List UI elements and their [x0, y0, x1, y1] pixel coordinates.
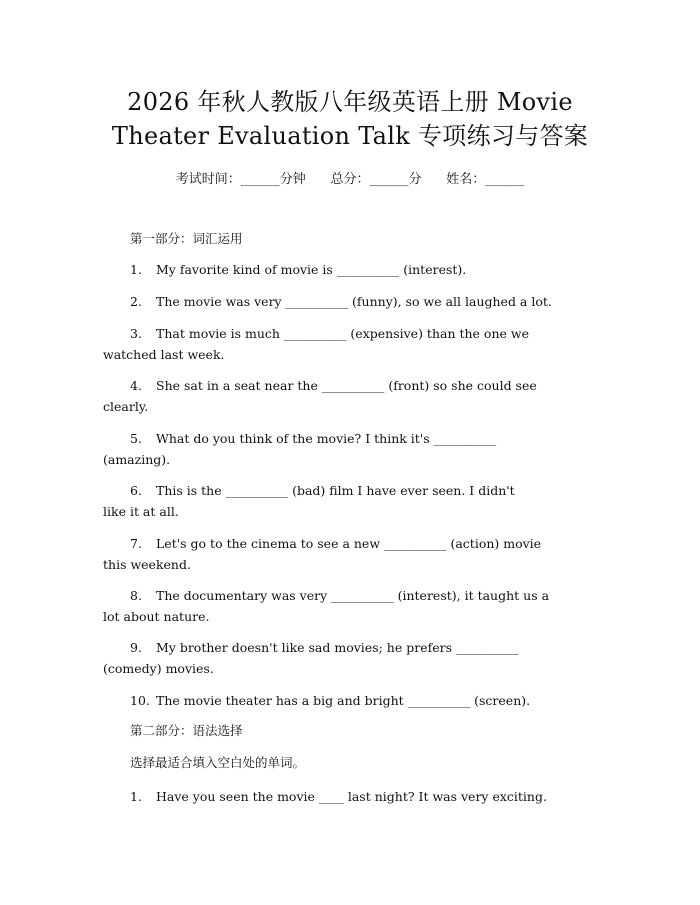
question-continuation: this weekend.	[103, 557, 191, 572]
question-continuation: clearly.	[103, 399, 149, 414]
question-text: Let's go to the cinema to see a new __________ (action) movie	[156, 536, 542, 551]
question-s2-1	[103, 786, 593, 807]
question-text: My brother doesn't like sad movies; he prefers __________	[156, 640, 519, 655]
question-number: 1.	[130, 789, 142, 804]
question-s1-8	[103, 585, 593, 627]
question-first-line	[103, 637, 593, 658]
question-s1-5	[103, 428, 593, 470]
question-s1-9	[103, 637, 593, 679]
question-first-line	[103, 259, 593, 280]
question-first-line	[103, 480, 593, 501]
question-first-line	[103, 291, 593, 312]
question-text: My favorite kind of movie is __________ (interest).	[156, 262, 467, 277]
question-first-line	[103, 690, 593, 711]
exam-meta-info: 考试时间：______分钟 总分：______分 姓名：______	[175, 172, 525, 187]
question-number: 5.	[130, 431, 142, 446]
question-text: The movie theater has a big and bright __________ (screen).	[156, 693, 531, 708]
question-number: 2.	[130, 294, 142, 309]
question-first-line	[103, 585, 593, 606]
question-continuation: (amazing).	[103, 452, 171, 467]
question-first-line	[103, 786, 593, 807]
question-number: 3.	[130, 326, 142, 341]
section2-instruction: 选择最适合填入空白处的单词。	[130, 755, 306, 770]
question-text: She sat in a seat near the __________ (front) so she could see	[156, 378, 537, 393]
section1-heading: 第一部分：词汇运用	[130, 231, 243, 246]
section2-heading: 第二部分：语法选择	[130, 723, 243, 738]
question-number: 4.	[130, 378, 142, 393]
question-continuation: like it at all.	[103, 504, 179, 519]
question-continuation: watched last week.	[103, 347, 225, 362]
question-s1-2	[103, 291, 593, 312]
question-number: 10.	[130, 693, 150, 708]
question-text: The movie was very __________ (funny), so we all laughed a lot.	[156, 294, 552, 309]
question-s1-1	[103, 259, 593, 280]
question-continuation: (comedy) movies.	[103, 661, 214, 676]
question-text: Have you seen the movie ____ last night? It was very exciting.	[156, 789, 547, 804]
question-number: 6.	[130, 483, 142, 498]
question-first-line	[103, 533, 593, 554]
page-title-line2: Theater Evaluation Talk 专项练习与答案	[111, 122, 589, 150]
question-text: That movie is much __________ (expensive) than the one we	[156, 326, 529, 341]
question-number: 9.	[130, 640, 142, 655]
question-first-line	[103, 375, 593, 396]
question-s1-4	[103, 375, 593, 417]
page-title-line1: 2026 年秋人教版八年级英语上册 Movie	[127, 88, 573, 116]
question-number: 7.	[130, 536, 142, 551]
question-first-line	[103, 323, 593, 344]
question-s1-3	[103, 323, 593, 365]
question-text: What do you think of the movie? I think it's __________	[156, 431, 497, 446]
question-s1-10	[103, 690, 593, 711]
question-continuation: lot about nature.	[103, 609, 210, 624]
question-text: The documentary was very __________ (interest), it taught us a	[156, 588, 550, 603]
question-first-line	[103, 428, 593, 449]
question-s1-6	[103, 480, 593, 522]
question-number: 1.	[130, 262, 142, 277]
question-text: This is the __________ (bad) film I have ever seen. I didn't	[156, 483, 515, 498]
question-s1-7	[103, 533, 593, 575]
question-number: 8.	[130, 588, 142, 603]
